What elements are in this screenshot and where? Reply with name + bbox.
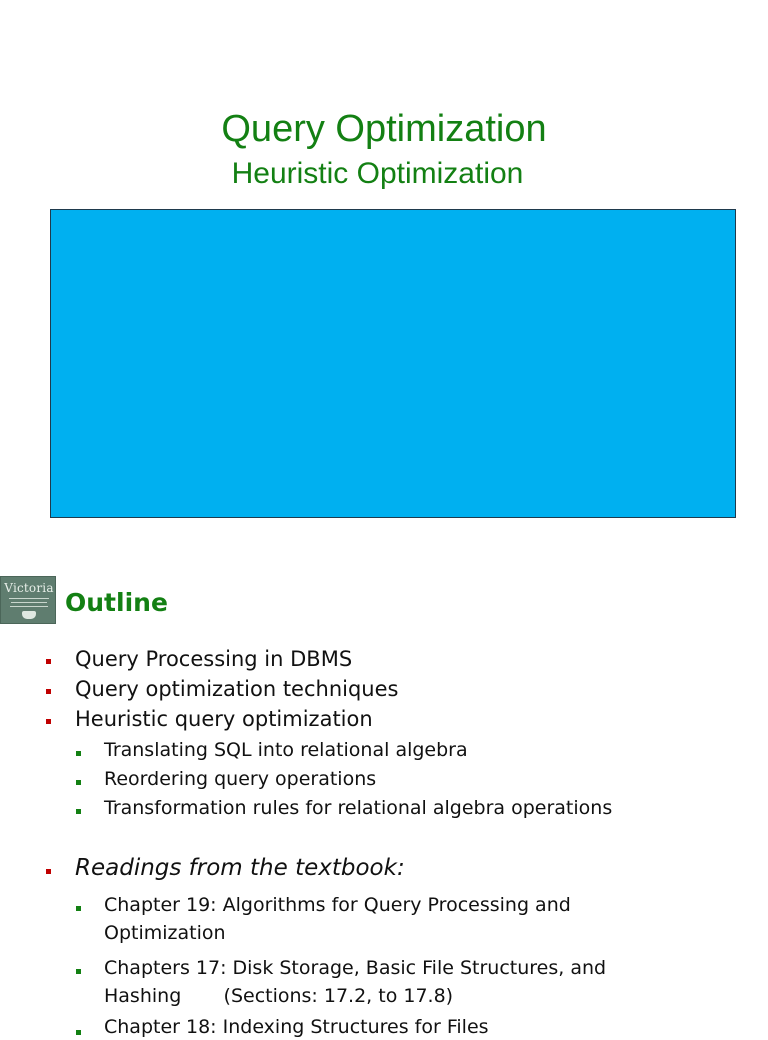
crest-icon — [22, 611, 36, 619]
list-item: Query optimization techniques — [75, 677, 399, 701]
logo-line-icon — [10, 606, 48, 607]
blue-placeholder-box — [50, 209, 736, 518]
bullet-icon — [76, 1030, 81, 1035]
list-item: Heuristic query optimization — [75, 707, 373, 731]
outline-heading: Outline — [65, 588, 168, 617]
sub-list-item: Translating SQL into relational algebra — [104, 739, 468, 761]
bullet-icon — [76, 969, 81, 974]
bullet-icon — [46, 869, 51, 874]
reading-item-line: Chapters 17: Disk Storage, Basic File Structures, and — [104, 957, 607, 979]
reading-item-line: Hashing (Sections: 17.2, to 17.8) — [104, 985, 454, 1007]
reading-item-line: Optimization — [104, 922, 226, 944]
reading-item-line: Chapter 18: Indexing Structures for Files — [104, 1016, 489, 1038]
reading-item-line: Chapter 19: Algorithms for Query Processing and — [104, 894, 571, 916]
readings-heading: Readings from the textbook: — [75, 855, 405, 881]
logo-line-icon — [9, 598, 49, 599]
bullet-icon — [76, 751, 81, 756]
university-logo — [0, 576, 56, 624]
bullet-icon — [76, 906, 81, 911]
sub-list-item: Transformation rules for relational algebra operations — [104, 797, 613, 819]
bullet-icon — [46, 659, 51, 664]
slide-title: Query Optimization — [221, 108, 547, 150]
list-item: Query Processing in DBMS — [75, 647, 353, 671]
slide-subtitle: Heuristic Optimization — [231, 157, 524, 190]
bullet-icon — [76, 809, 81, 814]
bullet-icon — [46, 689, 51, 694]
bullet-icon — [46, 719, 51, 724]
sub-list-item: Reordering query operations — [104, 768, 377, 790]
logo-wordmark: Victoria — [4, 581, 54, 595]
logo-line-icon — [11, 602, 47, 603]
bullet-icon — [76, 780, 81, 785]
